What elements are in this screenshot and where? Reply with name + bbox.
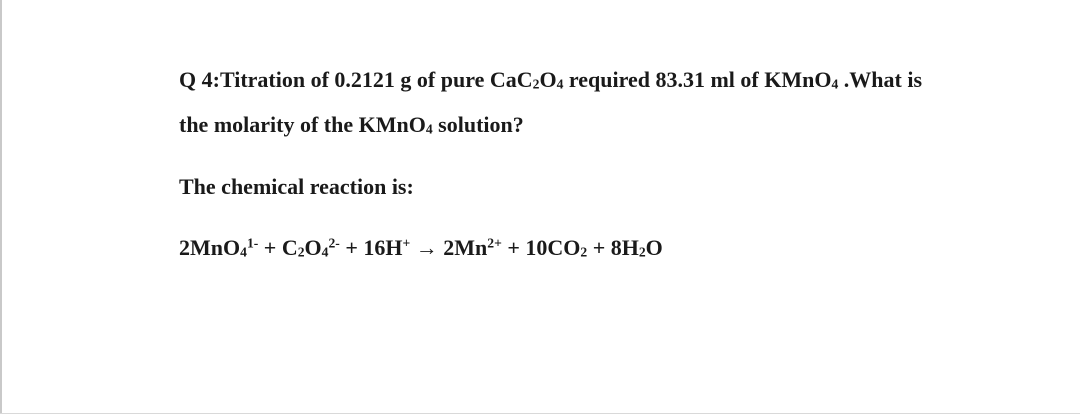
subscript: 4: [321, 244, 329, 260]
subscript: 2: [580, 244, 588, 260]
equation-term: + 10CO: [501, 235, 581, 260]
question-text: .What is: [838, 67, 923, 92]
equation-term: O: [645, 235, 663, 260]
reaction-intro: The chemical reaction is:: [179, 174, 414, 199]
question-line-2: [179, 112, 524, 138]
question-text: solution?: [432, 112, 524, 137]
question-line-1: [179, 67, 922, 93]
subscript: 4: [425, 121, 433, 137]
page-left-border: [0, 0, 2, 414]
question-text: Q 4:Titration of 0.2121 g of pure CaC: [179, 67, 533, 92]
equation-term: → 2Mn: [410, 235, 488, 260]
equation-term: 2MnO: [179, 235, 241, 260]
subscript: 4: [556, 76, 564, 92]
question-text: O: [539, 67, 557, 92]
subscript: 4: [831, 76, 839, 92]
superscript: 1-: [246, 235, 259, 251]
superscript: 2-: [328, 235, 340, 251]
subscript: 2: [297, 244, 305, 260]
equation-term: + C: [258, 235, 298, 260]
equation-term: + 8H: [587, 235, 639, 260]
superscript: 2+: [487, 235, 502, 251]
subscript: 2: [638, 244, 646, 260]
chemical-equation: [179, 235, 663, 261]
equation-term: O: [304, 235, 322, 260]
equation-term: + 16H: [339, 235, 403, 260]
subscript: 2: [532, 76, 540, 92]
superscript: +: [402, 235, 411, 251]
question-text: the molarity of the KMnO: [179, 112, 426, 137]
subscript: 4: [240, 244, 247, 260]
question-text: required 83.31 ml of KMnO: [563, 67, 832, 92]
